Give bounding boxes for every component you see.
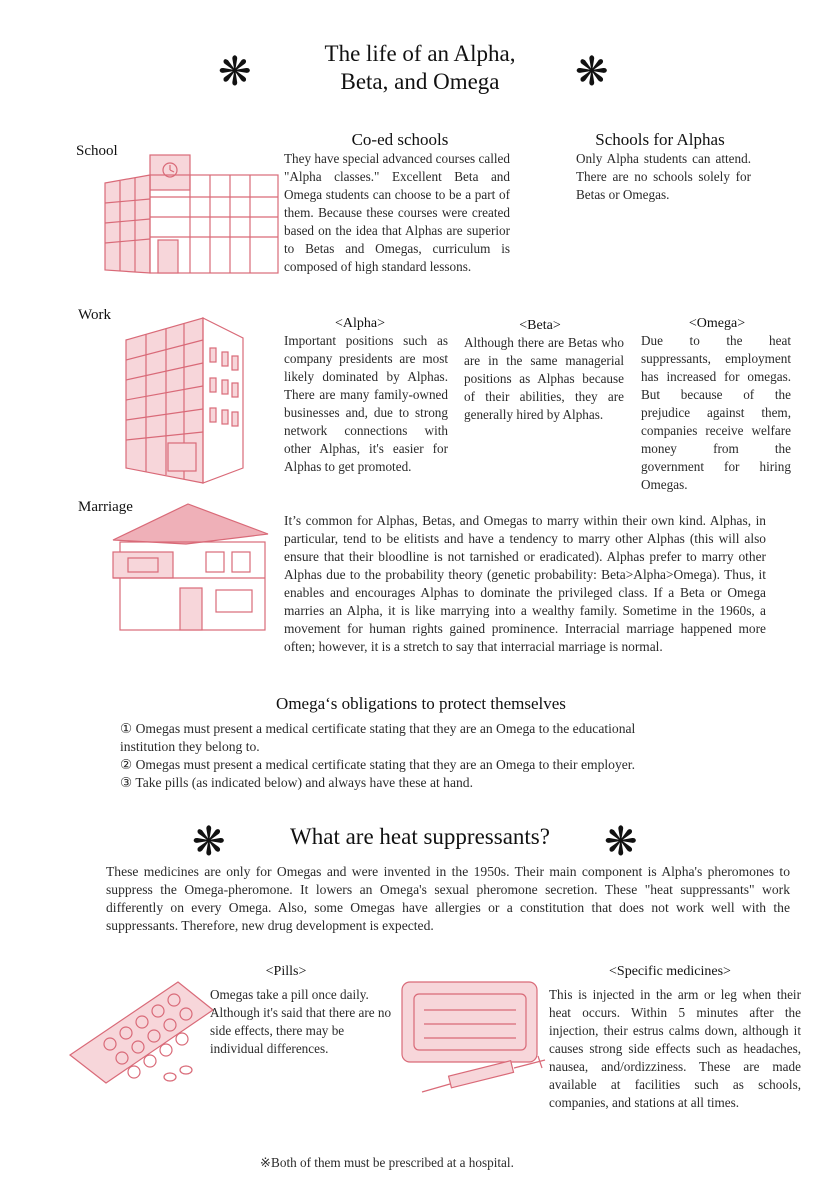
list-item: ② Omegas must present a medical certificate stating that they are an Omega to their employer. [120, 757, 635, 772]
work-beta-text: Although there are Betas who are in the same managerial positions as Alphas because of their abilities, they are generally hired by Alphas. [464, 335, 624, 422]
work-section-label: Work [78, 307, 111, 323]
heat-intro-text: These medicines are only for Omegas and were invented in the 1950s. Their main component is Alpha's pheromones to suppress the Omega-pheromone. It lowers an Omega's sexual pheromone secretion. These "heat suppressants" work differently on every Omega. Also, some Omegas have allergies or a constitution that does not work well with the suppressants. Therefore, new drug development is expected. [106, 864, 790, 933]
footer-note: ※Both of them must be prescribed at a hospital. [260, 1155, 514, 1170]
pills-text: Omegas take a pill once daily. Although it's said that there are no side effects, there may be individual differences. [210, 987, 392, 1056]
syringe-icon [420, 1058, 550, 1098]
list-item: ① Omegas must present a medical certificate stating that they are an Omega to the educational [120, 721, 636, 736]
list-item: institution they belong to. [120, 739, 260, 754]
alpha-schools-text: Only Alpha students can attend. There are no schools solely for Betas or Omegas. [576, 151, 751, 202]
marriage-section-label: Marriage [78, 499, 133, 515]
work-beta-heading: <Beta> [519, 318, 561, 333]
asterisk-star-icon: ❋ [604, 819, 638, 865]
heat-suppressants-heading: What are heat suppressants? [290, 824, 550, 849]
obligations-heading: Omega‘s obligations to protect themselves [276, 694, 566, 713]
school-section-label: School [76, 143, 118, 159]
work-omega-text: Due to the heat suppressants, employment has increased for omegas. But because of the prejudice against them, companies receive welfare money from the government for hiring Omegas. [641, 333, 791, 492]
coed-schools-text: They have special advanced courses called "Alpha classes." Excellent Beta and Omega students can choose to be a part of them. Because these courses were created based on the idea that Alphas are superior to Betas and Omegas, curriculum is composed of high standard lessons. [284, 151, 510, 274]
pills-heading: <Pills> [265, 964, 307, 979]
coed-schools-heading: Co-ed schools [351, 130, 449, 149]
asterisk-star-icon: ❋ [192, 819, 226, 865]
work-alpha-text: Important positions such as company presidents are most likely dominated by Alphas. There are many family-owned businesses and, due to strong network connections with other Alphas, it's easier for Alphas to get promoted. [284, 333, 448, 474]
office-building-icon [118, 318, 258, 486]
work-alpha-heading: <Alpha> [334, 316, 385, 331]
obligations-list [120, 720, 740, 792]
asterisk-star-icon: ❋ [218, 49, 252, 95]
work-omega-heading: <Omega> [688, 316, 746, 331]
marriage-text: It’s common for Alphas, Betas, and Omegas to marry within their own kind. Alphas, in particular, tend to be elitists and have a tendency to marry other Alphas (this will also ensure that their bloodline is not tarnished or eradicated). Alphas prefer to marry other Alphas due to the probability theory (genetic probability: Beta>Alpha>Omega). Thus, it enables and encourages Alphas to dominate the privileged class. If a Beta or Omega marries an Alpha, it is like marrying into a wealthy family. Sometime in the 1960s, a movement for human rights gained prominence. Interracial marriage happened more often; however, it is a stretch to say that interracial marriage is normal. [284, 513, 766, 654]
pill-sheet-icon [68, 980, 218, 1090]
alpha-schools-heading: Schools for Alphas [595, 130, 725, 149]
asterisk-star-icon: ❋ [575, 49, 609, 95]
page-title [280, 40, 560, 96]
school-building-icon [100, 155, 280, 275]
page-title-line2: Beta, and Omega [340, 69, 500, 94]
specific-medicines-text: This is injected in the arm or leg when their heat occurs. Within 5 minutes after the injection, their estrus calms down, although it causes strong side effects such as headaches, nausea, and/ordizziness. These are made available at facilities such as schools, companies, and stations at all times. [549, 987, 801, 1110]
injection-case-icon [400, 980, 540, 1065]
list-item: ③ Take pills (as indicated below) and always have these at hand. [120, 775, 473, 790]
specific-medicines-heading: <Specific medicines> [609, 964, 731, 979]
page-title-line1: The life of an Alpha, [324, 41, 516, 66]
house-icon [108, 504, 273, 634]
